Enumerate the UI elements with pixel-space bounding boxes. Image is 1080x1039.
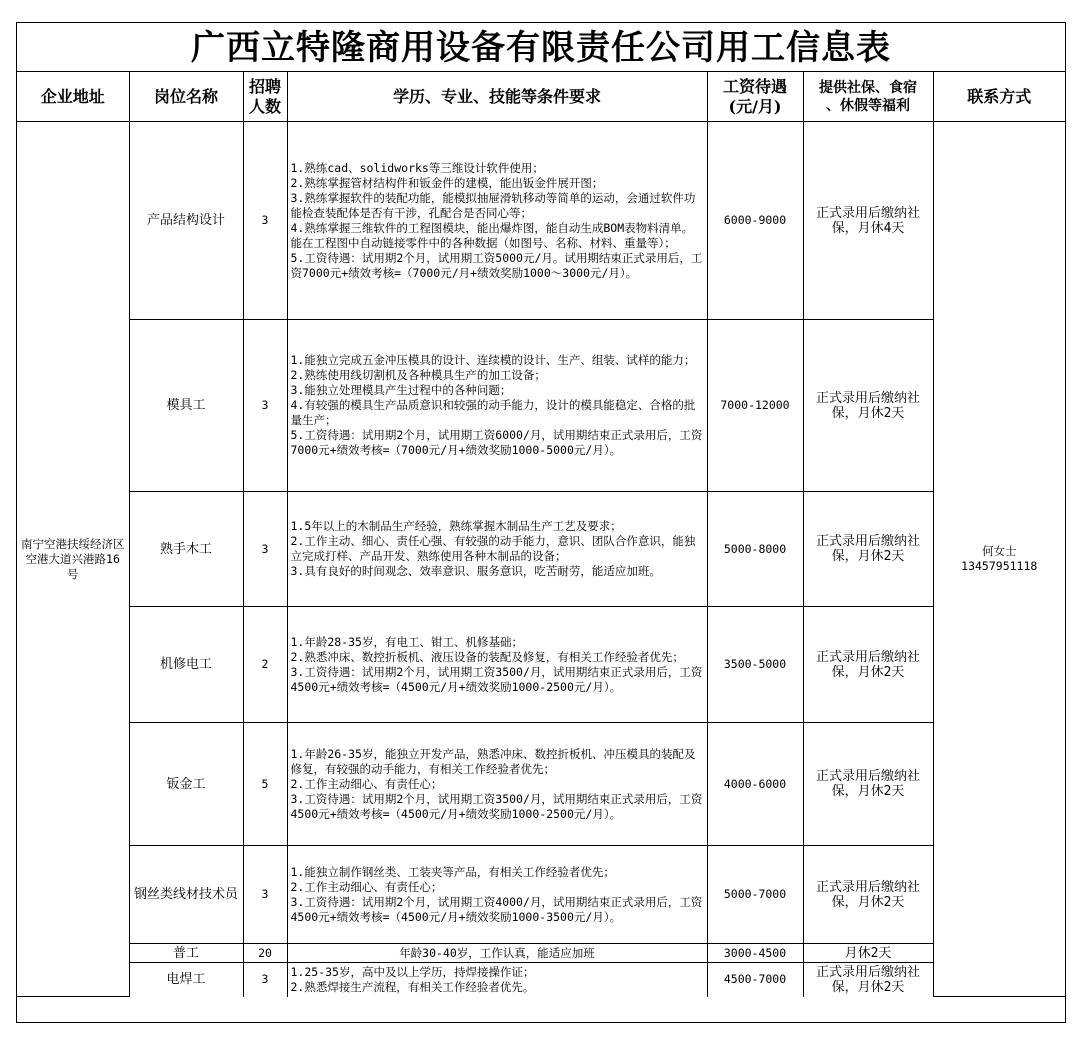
job-requirements [287,607,707,723]
job-benefits: 正式录用后缴纳社保，月休2天 [803,723,933,846]
job-position: 钢丝类线材技术员 [129,846,243,944]
requirement-line: 2.工作主动细心、有责任心； [290,776,443,791]
job-salary: 6000-9000 [707,122,803,320]
job-benefits: 正式录用后缴纳社保，月休2天 [803,492,933,607]
header-count-line1: 招聘 [248,76,281,96]
requirement-line: 1.年龄28-35岁，有电工、钳工、机修基础； [290,634,523,649]
requirement-line: 5.工资待遇：试用期2个月，试用期工资5000元/月。试用期结束正式录用后，工资7000元+绩效考核=（7000元/月+绩效奖励1000～3000元/月）。 [290,250,703,280]
job-salary: 4000-6000 [707,723,803,846]
job-benefits: 正式录用后缴纳社保，月休2天 [803,607,933,723]
job-requirements [287,723,707,846]
requirement-line: 2.熟练掌握管材结构件和钣金件的建模，能出钣金件展开图； [290,175,604,190]
header-requirements: 学历、专业、技能等条件要求 [287,72,707,122]
job-position: 熟手木工 [129,492,243,607]
job-info-sheet [16,22,1066,1023]
table-row [17,122,1065,320]
job-benefits: 正式录用后缴纳社保，月休4天 [803,122,933,320]
job-position: 钣金工 [129,723,243,846]
header-salary-line2: (元/月) [728,96,782,116]
company-contact [933,122,1065,997]
job-requirements [287,492,707,607]
job-requirements [287,963,707,997]
job-benefits: 正式录用后缴纳社保，月休2天 [803,963,933,997]
job-salary: 3000-4500 [707,944,803,963]
requirement-line: 3.工资待遇：试用期2个月，试用期工资4000/月，试用期结束正式录用后，工资4500元+绩效考核=（4500元/月+绩效奖励1000-3500元/月）。 [290,894,703,924]
requirement-line: 1.年龄26-35岁，能独立开发产品，熟悉冲床、数控折板机、冲压模具的装配及修复，有较强的动手能力，有相关工作经验者优先； [290,746,696,776]
job-count: 3 [243,320,287,492]
job-table-body [17,122,1065,997]
job-requirements [287,944,707,963]
job-count: 3 [243,963,287,997]
job-count: 3 [243,492,287,607]
table-row [17,607,1065,723]
job-requirements [287,320,707,492]
job-benefits: 正式录用后缴纳社保，月休2天 [803,320,933,492]
requirement-line: 2.熟练使用线切割机及各种模具生产的加工设备； [290,368,546,382]
job-position: 模具工 [129,320,243,492]
header-contact: 联系方式 [933,72,1065,122]
requirement-line: 1.25-35岁，高中及以上学历，持焊接操作证； [290,964,535,979]
job-position: 电焊工 [129,963,243,997]
contact-name: 何女士 [982,544,1017,558]
header-benefits-line1: 提供社保、食宿 [819,79,917,96]
job-position: 产品结构设计 [129,122,243,320]
company-address: 南宁空港扶绥经济区空港大道兴港路16号 [17,122,129,997]
requirement-line: 4.有较强的模具生产品质意识和较强的动手能力，设计的模具能稳定、合格的批量生产； [290,398,696,427]
job-table [17,72,1065,997]
header-position: 岗位名称 [129,72,243,122]
requirement-line: 2.熟悉焊接生产流程，有相关工作经验者优先。 [290,979,535,994]
requirement-line: 2.工作主动细心、有责任心； [290,879,443,894]
job-salary: 7000-12000 [707,320,803,492]
sheet-title: 广西立特隆商用设备有限责任公司用工信息表 [17,23,1065,72]
job-requirements [287,122,707,320]
requirement-line: 1.5年以上的木制品生产经验，熟练掌握木制品生产工艺及要求； [290,519,622,533]
requirement-line: 3.能独立处理模具产生过程中的各种问题； [290,383,512,397]
header-benefits-line2: 、休假等福利 [826,97,910,114]
job-count: 3 [243,122,287,320]
job-benefits: 月休2天 [803,944,933,963]
job-position: 机修电工 [129,607,243,723]
job-count: 5 [243,723,287,846]
job-count: 3 [243,846,287,944]
requirement-line: 2.工作主动、细心、责任心强、有较强的动手能力，意识、团队合作意识，能独立完成打样、产品开发、熟练使用各种木制品的设备； [290,534,696,563]
requirement-line: 3.熟练掌握软件的装配功能，能模拟抽屉滑轨移动等简单的运动，会通过软件功能检查装配体是否有干涉，孔配合是否同心等； [290,190,696,220]
job-salary: 4500-7000 [707,963,803,997]
table-row [17,846,1065,944]
header-count-line2: 人数 [248,96,281,116]
job-salary: 5000-8000 [707,492,803,607]
job-benefits: 正式录用后缴纳社保，月休2天 [803,846,933,944]
header-benefits [803,72,933,122]
requirement-line: 2.熟悉冲床、数控折板机、液压设备的装配及修复，有相关工作经验者优先； [290,649,684,664]
requirement-line: 3.具有良好的时间观念、效率意识、服务意识，吃苦耐劳，能适应加班。 [290,564,661,578]
header-row [17,72,1065,122]
requirement-line: 3.工资待遇：试用期2个月，试用期工资3500/月，试用期结束正式录用后，工资4500元+绩效考核=（4500元/月+绩效奖励1000-2500元/月）。 [290,791,703,821]
requirement-line: 1.熟练cad、solidworks等三维设计软件使用； [290,160,544,175]
requirement-line: 5.工资待遇：试用期2个月，试用期工资6000/月，试用期结束正式录用后，工资7000元+绩效考核=（7000元/月+绩效奖励1000-5000元/月）。 [290,428,703,457]
requirement-line: 3.工资待遇：试用期2个月，试用期工资3500/月，试用期结束正式录用后，工资4500元+绩效考核=（4500元/月+绩效奖励1000-2500元/月）。 [290,664,703,694]
job-salary: 3500-5000 [707,607,803,723]
requirement-line: 4.熟练掌握三维软件的工程图模块，能出爆炸图，能自动生成BOM表物料清单。能在工程图中自动链接零件中的各种数据（如图号、名称、材料、重量等）； [290,220,694,250]
requirement-line: 年龄30-40岁，工作认真，能适应加班 [399,945,595,960]
table-row [17,320,1065,492]
table-row [17,723,1065,846]
requirement-line: 1.能独立制作钢丝类、工装夹等产品，有相关工作经验者优先； [290,864,615,879]
job-count: 20 [243,944,287,963]
header-salary-line1: 工资待遇 [722,76,787,96]
table-row [17,963,1065,997]
contact-phone: 13457951118 [961,559,1038,573]
requirement-line: 1.能独立完成五金冲压模具的设计、连续模的设计、生产、组装、试样的能力； [290,353,696,367]
header-count [243,72,287,122]
job-count: 2 [243,607,287,723]
header-address: 企业地址 [17,72,129,122]
table-row [17,492,1065,607]
job-position: 普工 [129,944,243,963]
header-salary [707,72,803,122]
table-row [17,944,1065,963]
job-salary: 5000-7000 [707,846,803,944]
job-requirements [287,846,707,944]
